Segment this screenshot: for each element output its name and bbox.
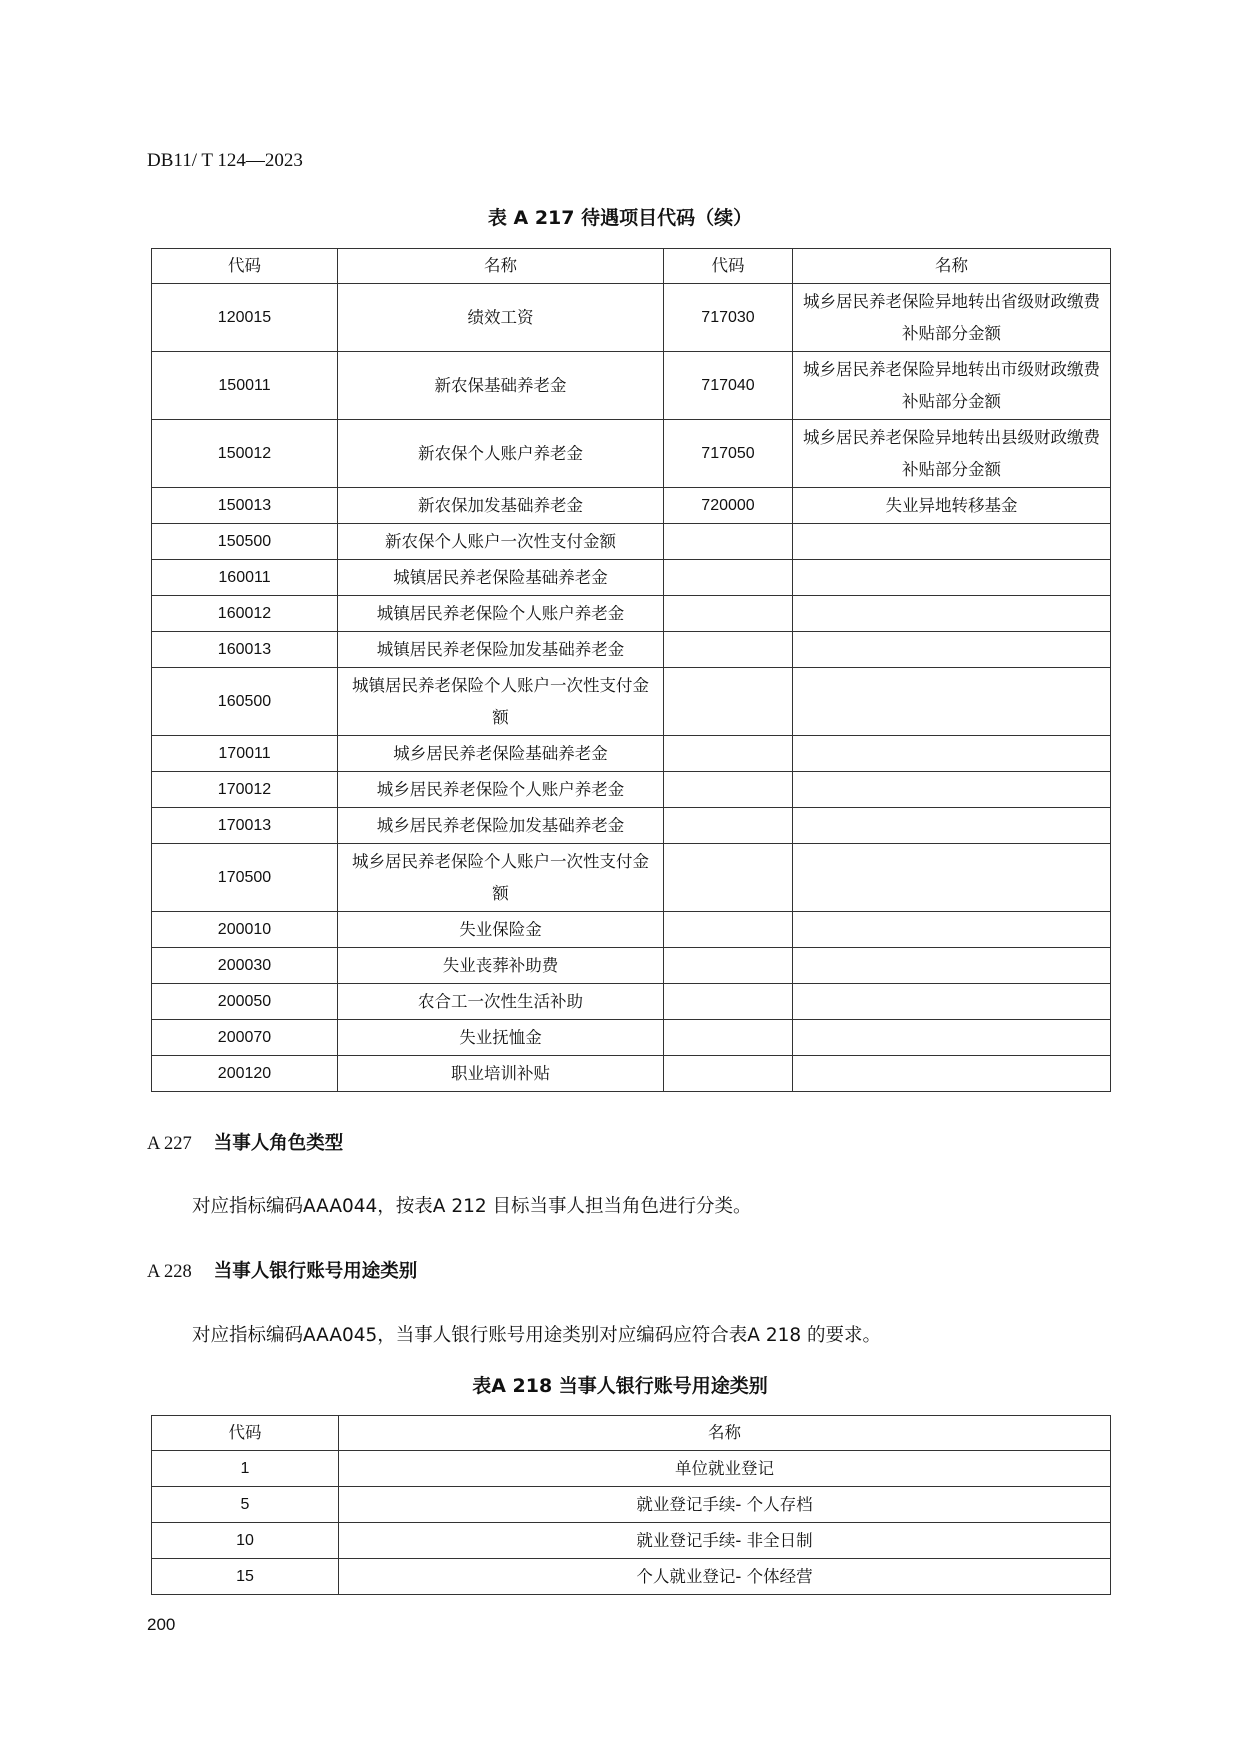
code-cell bbox=[664, 844, 793, 912]
code-cell: 150012 bbox=[152, 420, 338, 488]
name-cell: 新农保加发基础养老金 bbox=[338, 488, 664, 524]
code-cell bbox=[664, 1020, 793, 1056]
table-row bbox=[152, 596, 1111, 632]
section-title: 当事人银行账号用途类别 bbox=[213, 1261, 418, 1282]
name-cell: 失业保险金 bbox=[338, 912, 664, 948]
table-row bbox=[152, 1056, 1111, 1092]
name-cell: 城镇居民养老保险个人账户养老金 bbox=[338, 596, 664, 632]
document-id: DB11/ T 124—2023 bbox=[147, 150, 303, 171]
name-cell bbox=[793, 912, 1111, 948]
table-row bbox=[152, 808, 1111, 844]
name-cell bbox=[793, 772, 1111, 808]
table-a218 bbox=[151, 1415, 1111, 1595]
code-cell: 160012 bbox=[152, 596, 338, 632]
name-cell: 城乡居民养老保险异地转出市级财政缴费补贴部分金额 bbox=[793, 352, 1111, 420]
name-cell: 农合工一次性生活补助 bbox=[338, 984, 664, 1020]
code-cell: 200070 bbox=[152, 1020, 338, 1056]
page-number: 200 bbox=[147, 1615, 176, 1634]
code-cell: 15 bbox=[152, 1559, 339, 1595]
code-cell bbox=[664, 736, 793, 772]
code-cell bbox=[664, 668, 793, 736]
code-cell: 5 bbox=[152, 1487, 339, 1523]
name-cell bbox=[793, 984, 1111, 1020]
name-cell: 城镇居民养老保险加发基础养老金 bbox=[338, 632, 664, 668]
section-a228-text: 对应指标编码AAA045，当事人银行账号用途类别对应编码应符合表A 218 的要求。 bbox=[192, 1325, 882, 1346]
name-cell: 新农保基础养老金 bbox=[338, 352, 664, 420]
table-a217 bbox=[151, 248, 1111, 1092]
name-cell: 新农保个人账户养老金 bbox=[338, 420, 664, 488]
code-cell: 170013 bbox=[152, 808, 338, 844]
code-cell: 200030 bbox=[152, 948, 338, 984]
name-cell: 城镇居民养老保险个人账户一次性支付金额 bbox=[338, 668, 664, 736]
name-cell bbox=[793, 668, 1111, 736]
code-cell: 717040 bbox=[664, 352, 793, 420]
table-row bbox=[152, 1451, 1111, 1487]
table-row bbox=[152, 560, 1111, 596]
name-cell bbox=[793, 1056, 1111, 1092]
table-row bbox=[152, 772, 1111, 808]
table-row bbox=[152, 524, 1111, 560]
name-cell: 就业登记手续- 个人存档 bbox=[339, 1487, 1111, 1523]
table-row bbox=[152, 844, 1111, 912]
code-cell: 720000 bbox=[664, 488, 793, 524]
code-cell bbox=[664, 808, 793, 844]
name-cell: 城乡居民养老保险异地转出省级财政缴费补贴部分金额 bbox=[793, 284, 1111, 352]
section-number: A 228 bbox=[147, 1262, 192, 1282]
code-cell bbox=[664, 632, 793, 668]
header-name: 名称 bbox=[793, 249, 1111, 284]
name-cell: 城镇居民养老保险基础养老金 bbox=[338, 560, 664, 596]
section-a228-heading bbox=[147, 1257, 417, 1283]
header-code: 代码 bbox=[152, 1416, 339, 1451]
table-row bbox=[152, 632, 1111, 668]
code-cell: 160011 bbox=[152, 560, 338, 596]
name-cell: 城乡居民养老保险个人账户一次性支付金额 bbox=[338, 844, 664, 912]
name-cell: 失业抚恤金 bbox=[338, 1020, 664, 1056]
name-cell: 失业丧葬补助费 bbox=[338, 948, 664, 984]
code-cell: 1 bbox=[152, 1451, 339, 1487]
code-cell bbox=[664, 1056, 793, 1092]
code-cell bbox=[664, 912, 793, 948]
name-cell: 城乡居民养老保险加发基础养老金 bbox=[338, 808, 664, 844]
code-cell: 150500 bbox=[152, 524, 338, 560]
code-cell: 200120 bbox=[152, 1056, 338, 1092]
section-number: A 227 bbox=[147, 1134, 192, 1154]
table-row bbox=[152, 352, 1111, 420]
name-cell bbox=[793, 844, 1111, 912]
table-row bbox=[152, 1559, 1111, 1595]
name-cell: 城乡居民养老保险异地转出县级财政缴费补贴部分金额 bbox=[793, 420, 1111, 488]
table-header-row bbox=[152, 249, 1111, 284]
table-a218-caption: 表A 218 当事人银行账号用途类别 bbox=[472, 1375, 768, 1397]
table-row bbox=[152, 948, 1111, 984]
section-a227-text: 对应指标编码AAA044，按表A 212 目标当事人担当角色进行分类。 bbox=[192, 1196, 752, 1217]
table-row bbox=[152, 488, 1111, 524]
table-row bbox=[152, 1487, 1111, 1523]
table-row bbox=[152, 668, 1111, 736]
name-cell bbox=[793, 948, 1111, 984]
name-cell: 城乡居民养老保险基础养老金 bbox=[338, 736, 664, 772]
name-cell: 新农保个人账户一次性支付金额 bbox=[338, 524, 664, 560]
code-cell: 10 bbox=[152, 1523, 339, 1559]
code-cell: 150013 bbox=[152, 488, 338, 524]
table-row bbox=[152, 736, 1111, 772]
name-cell bbox=[793, 808, 1111, 844]
name-cell: 就业登记手续- 非全日制 bbox=[339, 1523, 1111, 1559]
section-a227-heading bbox=[147, 1129, 343, 1155]
table-row bbox=[152, 284, 1111, 352]
code-cell: 170012 bbox=[152, 772, 338, 808]
table-a217-caption: 表 A 217 待遇项目代码（续） bbox=[487, 207, 753, 229]
section-title: 当事人角色类型 bbox=[213, 1133, 344, 1154]
name-cell bbox=[793, 596, 1111, 632]
header-code: 代码 bbox=[152, 249, 338, 284]
code-cell bbox=[664, 560, 793, 596]
table-row bbox=[152, 912, 1111, 948]
table-row bbox=[152, 420, 1111, 488]
header-code: 代码 bbox=[664, 249, 793, 284]
code-cell: 170500 bbox=[152, 844, 338, 912]
code-cell: 170011 bbox=[152, 736, 338, 772]
name-cell bbox=[793, 736, 1111, 772]
table-header-row bbox=[152, 1416, 1111, 1451]
table-row bbox=[152, 1020, 1111, 1056]
name-cell: 城乡居民养老保险个人账户养老金 bbox=[338, 772, 664, 808]
code-cell: 160500 bbox=[152, 668, 338, 736]
name-cell: 绩效工资 bbox=[338, 284, 664, 352]
code-cell: 160013 bbox=[152, 632, 338, 668]
name-cell bbox=[793, 632, 1111, 668]
code-cell bbox=[664, 984, 793, 1020]
name-cell: 个人就业登记- 个体经营 bbox=[339, 1559, 1111, 1595]
code-cell: 120015 bbox=[152, 284, 338, 352]
table-row bbox=[152, 984, 1111, 1020]
code-cell: 717030 bbox=[664, 284, 793, 352]
code-cell bbox=[664, 772, 793, 808]
code-cell: 200010 bbox=[152, 912, 338, 948]
name-cell bbox=[793, 1020, 1111, 1056]
code-cell bbox=[664, 596, 793, 632]
code-cell: 717050 bbox=[664, 420, 793, 488]
name-cell bbox=[793, 524, 1111, 560]
header-name: 名称 bbox=[339, 1416, 1111, 1451]
name-cell: 单位就业登记 bbox=[339, 1451, 1111, 1487]
code-cell: 150011 bbox=[152, 352, 338, 420]
code-cell bbox=[664, 948, 793, 984]
name-cell: 职业培训补贴 bbox=[338, 1056, 664, 1092]
table-row bbox=[152, 1523, 1111, 1559]
name-cell bbox=[793, 560, 1111, 596]
code-cell bbox=[664, 524, 793, 560]
header-name: 名称 bbox=[338, 249, 664, 284]
code-cell: 200050 bbox=[152, 984, 338, 1020]
name-cell: 失业异地转移基金 bbox=[793, 488, 1111, 524]
